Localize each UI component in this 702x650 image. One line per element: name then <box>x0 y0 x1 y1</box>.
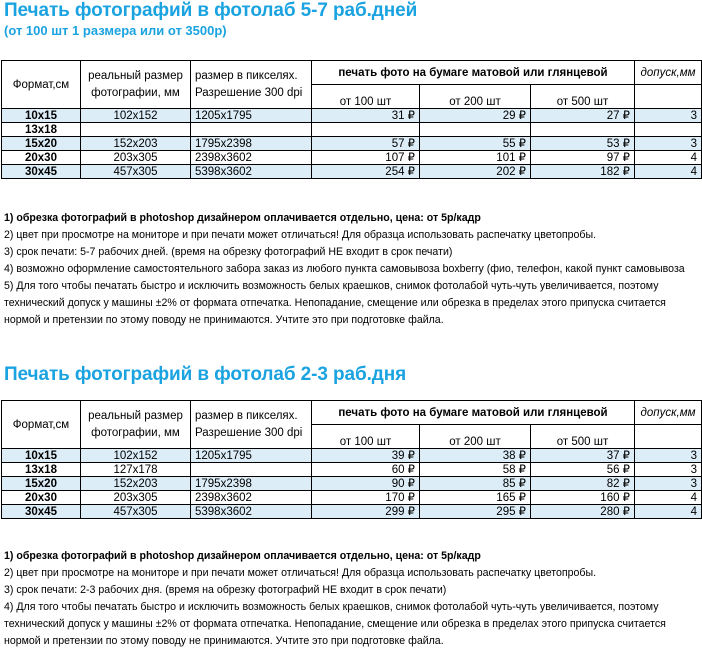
table-row <box>2 137 702 151</box>
cell-p200 <box>420 123 531 137</box>
section1-subtitle: (от 100 шт 1 размера или от 3500р) <box>4 23 227 38</box>
cell-tol: 3 <box>635 449 702 463</box>
cell-pixels: 2398x3602 <box>191 491 312 505</box>
cell-pixels: 2398x3602 <box>191 151 312 165</box>
cell-p100: 254 ₽ <box>312 165 420 179</box>
header-real-size-line2: фотографии, мм <box>91 426 180 439</box>
cell-p200: 202 ₽ <box>420 165 531 179</box>
header-real-size <box>81 61 191 109</box>
cell-p200: 101 ₽ <box>420 151 531 165</box>
cell-p200: 38 ₽ <box>420 449 531 463</box>
note-line: 3) срок печати: 5-7 рабочих дней. (время на обрезку фотографий НЕ входит в срок печати) <box>4 246 453 258</box>
cell-p100: 299 ₽ <box>312 505 420 519</box>
cell-tol: 4 <box>635 151 702 165</box>
cell-format: 10x15 <box>2 449 81 463</box>
cell-real: 203x305 <box>81 151 191 165</box>
cell-p500: 160 ₽ <box>531 491 635 505</box>
cell-format: 15x20 <box>2 477 81 491</box>
table-row <box>2 449 702 463</box>
cell-format: 20x30 <box>2 151 81 165</box>
cell-p100: 90 ₽ <box>312 477 420 491</box>
note-line: 4) возможно оформление самостоятельного забора заказ из любого пункта самовывоза boxberry (фио, телефон, какой пункт самовывоза <box>4 263 685 275</box>
header-format: Формат,см <box>2 61 81 109</box>
cell-real: 102x152 <box>81 109 191 123</box>
cell-p100 <box>312 123 420 137</box>
cell-p500: 53 ₽ <box>531 137 635 151</box>
cell-p100: 60 ₽ <box>312 463 420 477</box>
table-row <box>2 109 702 123</box>
cell-pixels: 1205x1795 <box>191 449 312 463</box>
header-print-group: печать фото на бумаге матовой или глянцевой <box>312 401 635 425</box>
header-q500: от 500 шт <box>531 85 635 109</box>
cell-real: 457x305 <box>81 505 191 519</box>
cell-tol: 4 <box>635 505 702 519</box>
cell-pixels: 5398x3602 <box>191 505 312 519</box>
header-pixels-line2: Разрешение 300 dpi <box>195 426 303 439</box>
cell-real: 152x203 <box>81 137 191 151</box>
header-tolerance: допуск,мм <box>635 61 702 85</box>
table-row <box>2 477 702 491</box>
table-row <box>2 165 702 179</box>
note-line: нормой и претензии по этому поводу не принимаются. Учтите это при подготовке файла. <box>4 314 444 326</box>
cell-format: 30x45 <box>2 505 81 519</box>
cell-real: 102x152 <box>81 449 191 463</box>
note-line: 2) цвет при просмотре на мониторе и при печати может отличаться! Для образца использовать распечатку цветопробы. <box>4 229 597 241</box>
section2-title: Печать фотографий в фотолаб 2-3 раб.дня <box>4 364 407 385</box>
notes-2 <box>4 548 702 650</box>
cell-format: 15x20 <box>2 137 81 151</box>
cell-tol: 4 <box>635 491 702 505</box>
table-row <box>2 463 702 477</box>
cell-p500: 82 ₽ <box>531 477 635 491</box>
cell-pixels: 1795x2398 <box>191 137 312 151</box>
header-q100: от 100 шт <box>312 425 420 449</box>
header-print-group: печать фото на бумаге матовой или глянцевой <box>312 61 635 85</box>
note-line: 1) обрезка фотографий в photoshop дизайнером оплачивается отдельно, цена: от 5р/кадр <box>4 550 481 562</box>
table-row <box>2 151 702 165</box>
note-line: 1) обрезка фотографий в photoshop дизайнером оплачивается отдельно, цена: от 5р/кадр <box>4 212 481 224</box>
table-row <box>2 505 702 519</box>
header-real-size-line1: реальный размер <box>88 69 183 82</box>
header-pixels-line2: Разрешение 300 dpi <box>195 86 303 99</box>
header-q200: от 200 шт <box>420 425 531 449</box>
cell-p100: 170 ₽ <box>312 491 420 505</box>
note-line: технический допуск у машины ±2% от формата отпечатка. Непопадание, смещение или обрезка в пределах этого припуска считается <box>4 297 666 309</box>
header-q500: от 500 шт <box>531 425 635 449</box>
cell-p100: 39 ₽ <box>312 449 420 463</box>
note-line: 2) цвет при просмотре на мониторе и при печати может отличаться! Для образца использовать распечатку цветопробы. <box>4 567 597 579</box>
cell-p500: 56 ₽ <box>531 463 635 477</box>
note-line: нормой и претензии по этому поводу не принимаются. Учтите это при подготовке файла. <box>4 635 444 647</box>
cell-p200: 55 ₽ <box>420 137 531 151</box>
cell-pixels: 1795x2398 <box>191 477 312 491</box>
cell-p100: 57 ₽ <box>312 137 420 151</box>
note-line: 5) Для того чтобы печатать быстро и исключить возможность белых краешков, снимок фотолабой чуть-чуть увеличивается, поэтому <box>4 280 659 292</box>
cell-p200: 295 ₽ <box>420 505 531 519</box>
cell-real <box>81 123 191 137</box>
cell-tol: 3 <box>635 463 702 477</box>
header-q200: от 200 шт <box>420 85 531 109</box>
header-real-size-line1: реальный размер <box>88 409 183 422</box>
section1-title: Печать фотографий в фотолаб 5-7 раб.дней <box>4 0 418 21</box>
cell-pixels <box>191 463 312 477</box>
header-real-size-line2: фотографии, мм <box>91 86 180 99</box>
header-real-size <box>81 401 191 449</box>
header-tolerance: допуск,мм <box>635 401 702 425</box>
cell-p100: 107 ₽ <box>312 151 420 165</box>
cell-p500 <box>531 123 635 137</box>
cell-tol <box>635 123 702 137</box>
cell-p500: 27 ₽ <box>531 109 635 123</box>
cell-p200: 85 ₽ <box>420 477 531 491</box>
cell-p100: 31 ₽ <box>312 109 420 123</box>
cell-real: 127x178 <box>81 463 191 477</box>
cell-p500: 97 ₽ <box>531 151 635 165</box>
header-pixels-line1: размер в пикселях. <box>195 69 298 82</box>
header-pixels <box>191 401 312 449</box>
price-table-2 <box>1 400 702 519</box>
cell-p200: 29 ₽ <box>420 109 531 123</box>
cell-p200: 165 ₽ <box>420 491 531 505</box>
header-pixels <box>191 61 312 109</box>
cell-real: 457x305 <box>81 165 191 179</box>
cell-format: 13x18 <box>2 463 81 477</box>
cell-format: 20x30 <box>2 491 81 505</box>
price-table-1 <box>1 60 702 179</box>
note-line: 3) срок печати: 2-3 рабочих дня. (время на обрезку фотографий НЕ входит в срок печати) <box>4 584 447 596</box>
cell-p200: 58 ₽ <box>420 463 531 477</box>
table-row <box>2 491 702 505</box>
cell-pixels: 5398x3602 <box>191 165 312 179</box>
header-q100: от 100 шт <box>312 85 420 109</box>
cell-p500: 182 ₽ <box>531 165 635 179</box>
cell-tol: 4 <box>635 165 702 179</box>
cell-tol: 3 <box>635 109 702 123</box>
cell-real: 152x203 <box>81 477 191 491</box>
header-format: Формат,см <box>2 401 81 449</box>
cell-real: 203x305 <box>81 491 191 505</box>
table-row <box>2 123 702 137</box>
cell-p500: 37 ₽ <box>531 449 635 463</box>
cell-tol: 3 <box>635 137 702 151</box>
cell-format: 30x45 <box>2 165 81 179</box>
cell-format: 10x15 <box>2 109 81 123</box>
note-line: 4) Для того чтобы печатать быстро и исключить возможность белых краешков, снимок фотолабой чуть-чуть увеличивается, поэтому <box>4 601 659 613</box>
cell-pixels: 1205x1795 <box>191 109 312 123</box>
cell-format: 13x18 <box>2 123 81 137</box>
note-line: технический допуск у машины ±2% от формата отпечатка. Непопадание, смещение или обрезка в пределах этого припуска считается <box>4 618 666 630</box>
notes-1 <box>4 210 702 329</box>
cell-tol: 3 <box>635 477 702 491</box>
header-pixels-line1: размер в пикселях. <box>195 409 298 422</box>
cell-pixels <box>191 123 312 137</box>
cell-p500: 280 ₽ <box>531 505 635 519</box>
